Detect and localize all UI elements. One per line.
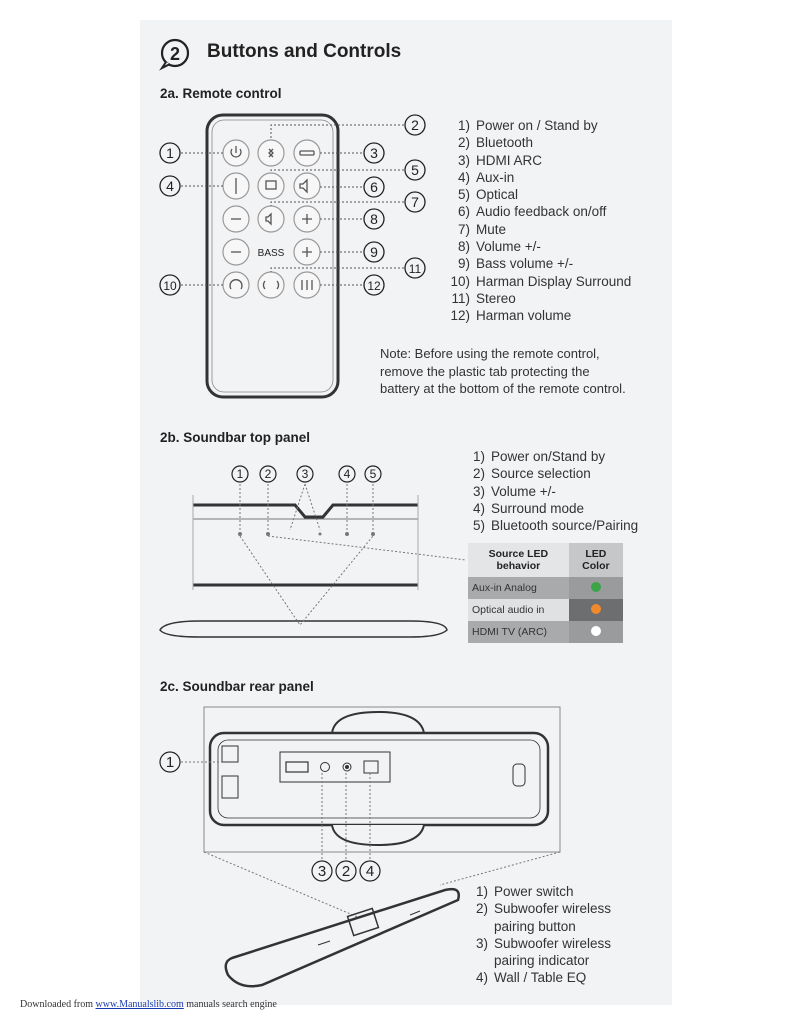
list-item: 5) Optical [457, 187, 519, 203]
list-item: 9) Bass volume +/- [457, 256, 574, 272]
rear-callout-4: 4 [365, 863, 375, 880]
remote-note: Note: Before using the remote control, remove the plastic tab protecting the battery at the bottom of the remote control. [380, 346, 626, 396]
callout-6: 6 [370, 179, 378, 195]
rear-callout-3: 3 [317, 863, 327, 880]
svg-text:2: 2 [169, 44, 181, 64]
callout-7: 7 [411, 194, 419, 210]
list-item: pairing button [494, 918, 576, 934]
rear-panel-heading: 2c. Soundbar rear panel [160, 679, 314, 694]
remote-callouts [160, 115, 425, 295]
list-item: 3) Subwoofer wireless [475, 935, 612, 951]
table-header: LED Color [569, 543, 623, 577]
list-item: 4) Wall / Table EQ [475, 970, 587, 986]
top-callout-1: 1 [236, 467, 244, 481]
list-item: 2) Source selection [472, 466, 591, 482]
remote-heading: 2a. Remote control [160, 86, 282, 101]
led-dot [591, 604, 601, 614]
bass-label: BASS [257, 248, 285, 259]
list-item: 3) Volume +/- [472, 483, 556, 499]
list-item: 11) Stereo [451, 290, 516, 306]
top-callout-5: 5 [369, 467, 377, 481]
led-behavior-table [468, 543, 623, 643]
callout-3: 3 [370, 145, 378, 161]
list-item: 10) Harman Display Surround [450, 273, 632, 289]
top-panel-heading: 2b. Soundbar top panel [160, 430, 311, 445]
list-item: 1) Power on / Stand by [457, 118, 598, 133]
list-item: 8) Volume +/- [457, 239, 541, 255]
table-row: HDMI TV (ARC) [468, 621, 623, 643]
callout-5: 5 [411, 162, 419, 178]
remote-legend [448, 117, 631, 325]
list-item: pairing indicator [494, 953, 590, 969]
led-dot [591, 626, 601, 636]
list-item: 5) Bluetooth source/Pairing [472, 518, 639, 534]
list-item: 2) Bluetooth [457, 135, 534, 151]
top-callout-4: 4 [343, 467, 351, 481]
list-item: 1) Power switch [475, 884, 574, 899]
manualslib-link[interactable]: www.Manualslib.com [95, 999, 184, 1010]
list-item: 3) HDMI ARC [457, 152, 543, 168]
led-dot [591, 582, 601, 592]
list-item: 7) Mute [457, 221, 507, 237]
callout-8: 8 [370, 211, 378, 227]
table-row: Aux-in Analog [468, 577, 623, 599]
remote-control-illustration [207, 115, 338, 397]
callout-2: 2 [411, 117, 419, 133]
rear-callout-2: 2 [341, 863, 351, 880]
table-row: Optical audio in [468, 599, 623, 621]
list-item: 4) Aux-in [457, 169, 515, 185]
table-header: Source LED behavior [468, 543, 569, 577]
list-item: 1) Power on/Stand by [472, 449, 606, 464]
top-panel-legend [463, 448, 638, 534]
footer: Downloaded from www.Manualslib.com manuals search engine [20, 999, 277, 1010]
rear-callout-1: 1 [165, 754, 175, 771]
list-item: 2) Subwoofer wireless [475, 901, 612, 917]
callout-9: 9 [370, 244, 378, 260]
list-item: 4) Surround mode [472, 500, 585, 516]
list-item: 12) Harman volume [450, 308, 572, 324]
soundbar-top-panel-illustration [160, 466, 466, 637]
callout-10: 10 [163, 279, 177, 293]
callout-1: 1 [166, 145, 174, 161]
callout-11: 11 [408, 262, 422, 276]
callout-12: 12 [367, 279, 381, 293]
top-callout-2: 2 [264, 467, 272, 481]
callout-4: 4 [166, 178, 174, 194]
list-item: 6) Audio feedback on/off [457, 204, 607, 220]
section-number-badge [162, 40, 188, 68]
usb-port-icon [286, 762, 308, 772]
page-title: Buttons and Controls [207, 41, 402, 62]
top-callout-3: 3 [301, 467, 309, 481]
rear-panel-legend [466, 883, 611, 987]
